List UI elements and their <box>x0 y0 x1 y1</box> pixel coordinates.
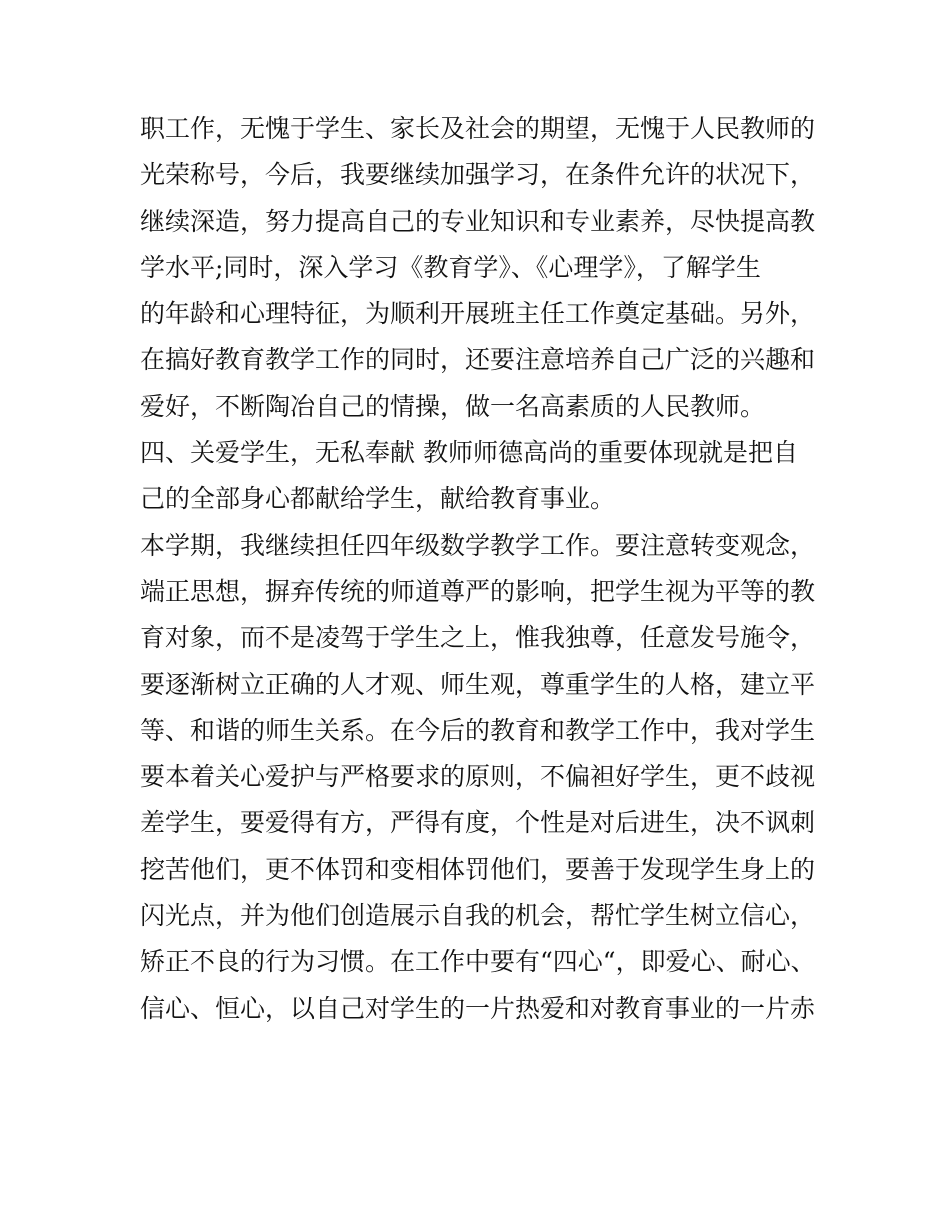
text-line: 要逐渐树立正确的人才观、师生观，尊重学生的人格，建立平 <box>140 669 816 699</box>
text-line: 育对象，而不是凌驾于学生之上，惟我独尊，任意发号施令， <box>140 623 816 653</box>
text-line: 挖苦他们，更不体罚和变相体罚他们，要善于发现学生身上的 <box>140 854 816 884</box>
text-line: 信心、恒心，以自己对学生的一片热爱和对教育事业的一片赤 <box>140 993 816 1023</box>
text-line: 学水平;同时，深入学习《教育学》、《心理学》，了解学生 <box>140 252 761 282</box>
text-line: 己的全部身心都献给学生，献给教育事业。 <box>140 484 616 514</box>
text-line: 职工作，无愧于学生、家长及社会的期望，无愧于人民教师的 <box>140 114 816 143</box>
text-line: 矫正不良的行为习惯。在工作中要有“四心“，即爱心、耐心、 <box>140 947 816 977</box>
text-line: 继续深造，努力提高自己的专业知识和专业素养，尽快提高教 <box>140 206 816 236</box>
text-line: 闪光点，并为他们创造展示自我的机会，帮忙学生树立信心， <box>140 901 816 931</box>
text-line: 爱好，不断陶冶自己的情操，做一名高素质的人民教师。 <box>140 391 766 421</box>
text-line: 的年龄和心理特征，为顺利开展班主任工作奠定基础。另外， <box>140 299 816 329</box>
body-text <box>140 106 830 1032</box>
text-line: 在搞好教育教学工作的同时，还要注意培养自己广泛的兴趣和 <box>140 345 816 375</box>
text-line: 端正思想，摒弃传统的师道尊严的影响，把学生视为平等的教 <box>140 576 816 606</box>
paragraph-start-line: 本学期，我继续担任四年级数学教学工作。要注意转变观念， <box>140 530 816 560</box>
text-line: 差学生，要爱得有方，严得有度，个性是对后进生，决不讽刺 <box>140 808 816 838</box>
text-line: 光荣称号，今后，我要继续加强学习，在条件允许的状况下， <box>140 160 816 190</box>
text-line: 等、和谐的师生关系。在今后的教育和教学工作中，我对学生 <box>140 715 816 745</box>
text-line: 要本着关心爱护与严格要求的原则，不偏袒好学生，更不歧视 <box>140 762 816 792</box>
section-heading-line: 四、关爱学生，无私奉献 教师师德高尚的重要体现就是把自 <box>140 438 798 468</box>
